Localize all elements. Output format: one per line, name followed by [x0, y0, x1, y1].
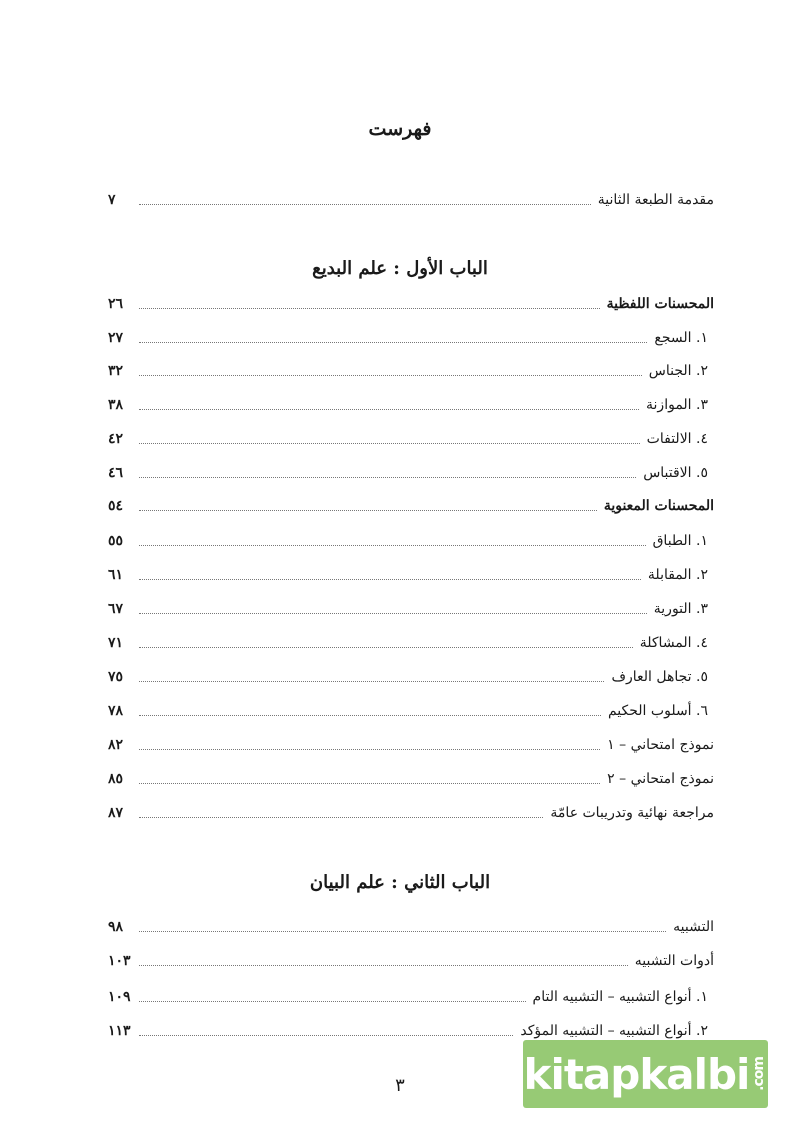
- toc-entry-text: ٦. أسلوب الحكيم: [607, 703, 708, 719]
- toc-entry-text: ٣. التورية: [653, 601, 708, 617]
- section-heading-bayan: الباب الثاني : علم البيان: [309, 872, 491, 893]
- toc-entry-page: ٥٤: [108, 498, 124, 514]
- toc-entry: [108, 492, 714, 516]
- toc-entry: [108, 391, 714, 415]
- watermark-logo: [523, 1040, 768, 1108]
- toc-entry: [108, 324, 714, 348]
- toc-entry-page: ٤٦: [108, 465, 124, 481]
- toc-entry: [108, 357, 714, 381]
- toc-entry-page: ٨٧: [108, 805, 124, 821]
- toc-entry-page: ٧٨: [108, 703, 124, 719]
- watermark-tld: .com: [751, 1057, 768, 1091]
- toc-entry-text: المحسنات اللفظية: [606, 296, 714, 312]
- toc-entry: [108, 561, 714, 585]
- toc-entry-text: ١. السجع: [654, 330, 708, 346]
- toc-entry: [108, 459, 714, 483]
- toc-entry-text: نموذج امتحاني – ٢: [607, 771, 714, 787]
- dot-leader: [139, 714, 601, 716]
- toc-entry-page: ٧١: [108, 635, 124, 651]
- toc-entry: [108, 983, 714, 1007]
- toc-entry-text: ٤. المشاكلة: [639, 635, 708, 651]
- toc-entry-page: ٨٥: [108, 771, 124, 787]
- toc-entry-intro: [108, 186, 714, 210]
- toc-entry: [108, 913, 714, 937]
- dot-leader: [139, 307, 600, 309]
- toc-entry-text: ١. الطباق: [652, 533, 708, 549]
- toc-entry-page: ٩٨: [108, 919, 124, 935]
- dot-leader: [139, 476, 636, 478]
- toc-entry: [108, 425, 714, 449]
- toc-entry-page: ٦٧: [108, 601, 124, 617]
- toc-entry: [108, 1017, 714, 1041]
- toc-entry-page: ١٠٣: [108, 953, 131, 969]
- toc-entry: [108, 799, 714, 823]
- dot-leader: [139, 782, 600, 784]
- toc-entry-page: ٧: [108, 192, 116, 208]
- dot-leader: [139, 680, 604, 682]
- toc-entry-text: ٤. الالتفات: [646, 431, 708, 447]
- section-heading-badi: الباب الأول : علم البديع: [312, 258, 488, 279]
- dot-leader: [139, 509, 597, 511]
- toc-entry-text: المحسنات المعنوية: [603, 498, 714, 514]
- dot-leader: [139, 442, 640, 444]
- toc-entry: [108, 731, 714, 755]
- toc-entry: [108, 595, 714, 619]
- dot-leader: [139, 930, 666, 932]
- toc-entry: [108, 629, 714, 653]
- toc-entry-page: ٥٥: [108, 533, 124, 549]
- dot-leader: [139, 1000, 526, 1002]
- watermark-text: kitapkalbi: [523, 1049, 750, 1099]
- toc-entry-page: ٤٢: [108, 431, 124, 447]
- toc-entry-page: ٧٥: [108, 669, 124, 685]
- dot-leader: [139, 578, 641, 580]
- dot-leader: [139, 816, 543, 818]
- toc-entry-page: ٦١: [108, 567, 124, 583]
- toc-entry-text: مراجعة نهائية وتدريبات عامّة: [550, 805, 714, 821]
- page-title: فهرست: [368, 118, 432, 140]
- toc-entry: [108, 290, 714, 314]
- toc-entry-text: ٣. الموازنة: [646, 397, 708, 413]
- page-number: ٣: [395, 1075, 405, 1096]
- toc-entry-page: ٣٨: [108, 397, 124, 413]
- dot-leader: [139, 544, 646, 546]
- toc-entry: [108, 765, 714, 789]
- dot-leader: [139, 964, 628, 966]
- toc-entry: [108, 527, 714, 551]
- toc-entry-page: ٨٢: [108, 737, 124, 753]
- toc-entry-text: أدوات التشبيه: [634, 953, 714, 969]
- toc-entry-text: مقدمة الطبعة الثانية: [597, 192, 714, 208]
- toc-entry-text: ٢. الجناس: [648, 363, 708, 379]
- dot-leader: [139, 408, 639, 410]
- toc-entry: [108, 663, 714, 687]
- dot-leader: [139, 203, 591, 205]
- dot-leader: [139, 1034, 513, 1036]
- dot-leader: [139, 748, 600, 750]
- toc-entry-text: التشبيه: [673, 919, 714, 935]
- toc-entry: [108, 947, 714, 971]
- toc-entry-text: ٥. تجاهل العارف: [611, 669, 708, 685]
- toc-entry-text: ١. أنواع التشبيه – التشبيه التام: [532, 989, 708, 1005]
- toc-entry-text: ٢. أنواع التشبيه – التشبيه المؤكد: [520, 1023, 708, 1039]
- dot-leader: [139, 612, 647, 614]
- toc-entry-page: ٣٢: [108, 363, 124, 379]
- toc-entry-page: ٢٧: [108, 330, 124, 346]
- toc-entry-page: ١١٣: [108, 1023, 131, 1039]
- toc-entry-text: نموذج امتحاني – ١: [607, 737, 714, 753]
- dot-leader: [139, 646, 633, 648]
- toc-entry-text: ٢. المقابلة: [647, 567, 708, 583]
- toc-entry: [108, 697, 714, 721]
- toc-entry-page: ٢٦: [108, 296, 124, 312]
- dot-leader: [139, 341, 647, 343]
- dot-leader: [139, 374, 642, 376]
- toc-entry-page: ١٠٩: [108, 989, 131, 1005]
- toc-entry-text: ٥. الاقتباس: [643, 465, 708, 481]
